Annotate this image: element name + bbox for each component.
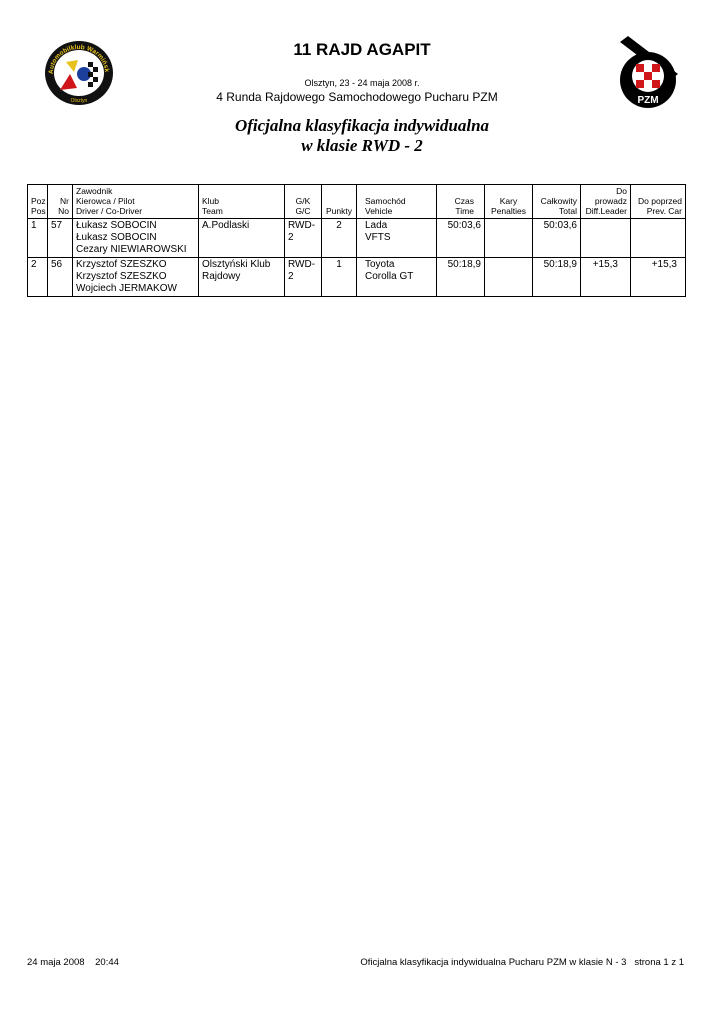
cell-crew: Krzysztof SZESZKO Krzysztof SZESZKO Wojciech JERMAKOW xyxy=(73,258,199,297)
col-header-total: Całkowity Total xyxy=(533,185,581,219)
event-date-place: Olsztyn, 23 - 24 maja 2008 r. xyxy=(304,78,420,88)
table-row xyxy=(28,258,686,297)
cell-prev-car xyxy=(631,219,686,258)
cell-penalties xyxy=(485,219,533,258)
cell-prev-car: +15,3 xyxy=(631,258,686,297)
cell-penalties xyxy=(485,258,533,297)
cell-no: 56 xyxy=(48,258,73,297)
event-round: 4 Runda Rajdowego Samochodowego Pucharu PZM xyxy=(216,90,498,104)
logo-left-subtext: Olsztyn xyxy=(70,98,88,104)
col-header-crew: Zawodnik Kierowca / Pilot Driver / Co-Driver xyxy=(73,185,199,219)
cell-team: A.Podlaski xyxy=(199,219,285,258)
cell-vehicle: Lada VFTS xyxy=(357,219,437,258)
col-header-no: Nr No xyxy=(48,185,73,219)
cell-total: 50:03,6 xyxy=(533,219,581,258)
cell-class: RWD-2 xyxy=(285,258,322,297)
cell-crew: Łukasz SOBOCIN Łukasz SOBOCIN Cezary NIEWIAROWSKI xyxy=(73,219,199,258)
col-header-points: Punkty xyxy=(322,185,357,219)
event-title: 11 RAJD AGAPIT xyxy=(293,40,431,59)
col-header-vehicle: Samochód Vehicle xyxy=(357,185,437,219)
cell-time: 50:03,6 xyxy=(437,219,485,258)
cell-no: 57 xyxy=(48,219,73,258)
footer-description: Oficjalna klasyfikacja indywidualna Pucharu PZM w klasie N - 3 strona 1 z 1 xyxy=(360,957,684,968)
col-header-time: Czas Time xyxy=(437,185,485,219)
footer-datetime: 24 maja 2008 20:44 xyxy=(27,957,119,968)
cell-points: 2 xyxy=(322,219,357,258)
results-table xyxy=(27,184,686,297)
heading-line-1: Oficjalna klasyfikacja indywidualna xyxy=(234,116,490,135)
col-header-penalties: Kary Penalties xyxy=(485,185,533,219)
cell-vehicle: Toyota Corolla GT xyxy=(357,258,437,297)
logo-left-text: Automobilklub Warmińsk xyxy=(47,43,111,75)
cell-pos: 2 xyxy=(28,258,48,297)
cell-points: 1 xyxy=(322,258,357,297)
cell-time: 50:18,9 xyxy=(437,258,485,297)
cell-diff-leader: +15,3 xyxy=(581,258,631,297)
col-header-class: G/K G/C xyxy=(285,185,322,219)
col-header-diff-leader: Do prowadz Diff.Leader xyxy=(581,185,631,219)
cell-diff-leader xyxy=(581,219,631,258)
cell-total: 50:18,9 xyxy=(533,258,581,297)
table-header-row xyxy=(28,185,686,219)
heading-line-2: w klasie RWD - 2 xyxy=(301,136,423,155)
cell-pos: 1 xyxy=(28,219,48,258)
cell-class: RWD-2 xyxy=(285,219,322,258)
col-header-pos: Poz Pos xyxy=(28,185,48,219)
col-header-team: Klub Team xyxy=(199,185,285,219)
table-row xyxy=(28,219,686,258)
logo-right-text: PZM xyxy=(637,95,659,106)
cell-team: Olsztyński Klub Rajdowy xyxy=(199,258,285,297)
col-header-prev-car: Do poprzed Prev. Car xyxy=(631,185,686,219)
classification-heading xyxy=(0,116,724,156)
